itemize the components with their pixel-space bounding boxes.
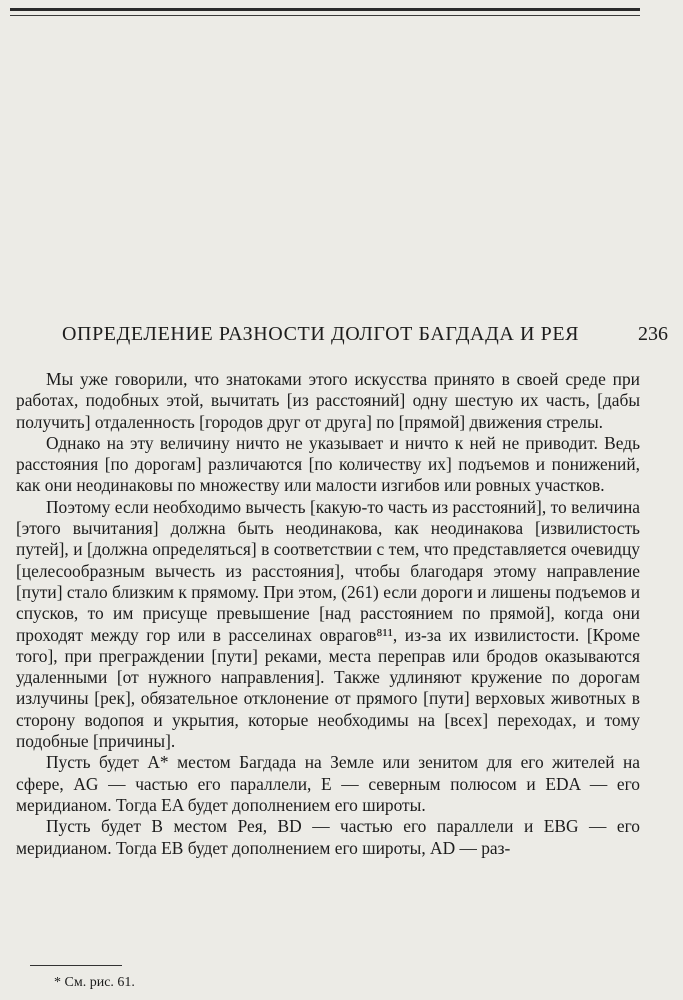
paragraph: Пусть будет A* местом Багдада на Земле или зенитом для его жителей на сфере, AG — частью его параллели, E — северным полюсом и EDA — его меридианом. Тогда EA будет дополнением его широты. [16,752,640,815]
header-rule-thick [10,8,640,11]
page-title: ОПРЕДЕЛЕНИЕ РАЗНОСТИ ДОЛГОТ БАГДАДА И РЕЯ [62,323,580,345]
paragraph: Поэтому если необходимо вычесть [какую-то часть из расстояний], то величина [этого вычитания] должна быть неодинакова, как неодинакова [извилистость путей], и [должна определяться] в соответствии с тем, что представляется очевидцу [целесообразным вычесть из расстояния], чтобы благодаря этому направление [пути] стало близким к прямому. При этом, (261) если дороги и лишены подъемов и спусков, то им присуще превышение [над расстоянием по прямой], когда они проходят между гор или в расселинах оврагов⁸¹¹, из-за их извилистости. [Кроме того], при преграждении [пути] реками, места переправ или бродов оказываются удаленными [от нужного направления]. Также удлиняют кружение по дорогам излучины [рек], обязательное отклонение от прямого [пути] верховых животных в сторону водопоя и укрытия, которые необходимы на [всех] переходах, и тому подобные [причины]. [16,496,640,752]
header-rule-thin [10,15,640,16]
paragraph: Пусть будет B местом Рея, BD — частью его параллели и EBG — его меридианом. Тогда EB будет дополнением его широты, AD — раз- [16,816,640,858]
page-number: 236 [638,323,668,345]
running-header [0,323,683,353]
footnote-rule [30,965,122,966]
paragraph: Мы уже говорили, что знатоками этого искусства принято в своей среде при работах, подобных этой, вычитать [из расстояний] одну шестую их часть, [дабы получить] отдаленность [городов друг от друга] по [прямой] движения стрелы. [16,369,640,432]
body-text [16,369,640,859]
paragraph: Однако на эту величину ничто не указывает и ничто к ней не приводит. Ведь расстояния [по дорогам] различаются [по количеству их] подъемов и понижений, как они неодинаковы по множеству или малости изгибов или ровных участков. [16,432,640,496]
footnote: * См. рис. 61. [54,975,135,990]
